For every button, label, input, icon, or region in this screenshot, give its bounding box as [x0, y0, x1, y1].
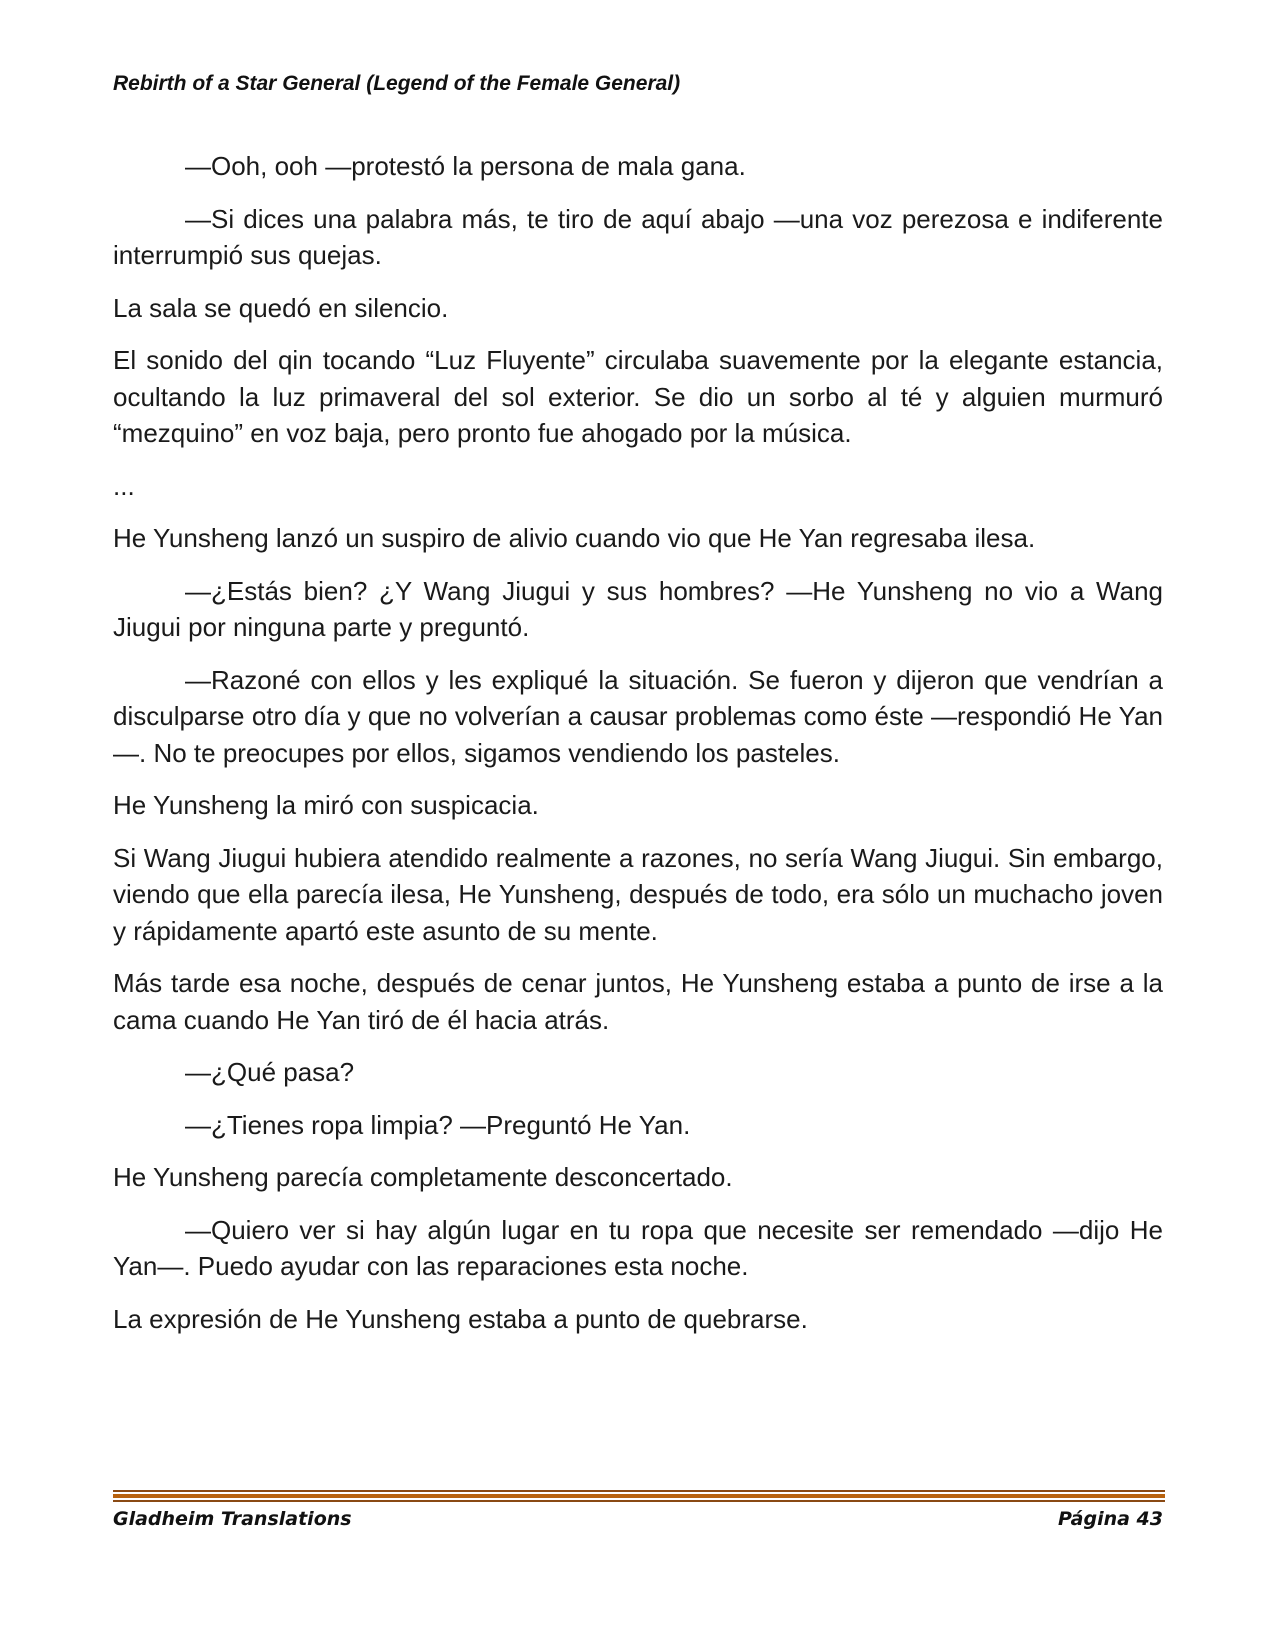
footer-page-number: Página 43 [1057, 1508, 1163, 1530]
paragraph: La sala se quedó en silencio. [113, 292, 449, 323]
paragraph: —Razoné con ellos y les expliqué la situación. Se fueron y dijeron que vendrían a disculparse otro día y que no volverían a causar problemas como éste —respondió He Yan—. No te preocupes por ellos, sigamos vendiendo los pasteles. [113, 664, 1163, 768]
paragraph: —¿Qué pasa? [185, 1057, 355, 1087]
footer-rule-middle [113, 1494, 1165, 1498]
section-break: ... [113, 470, 135, 501]
paragraph: Si Wang Jiugui hubiera atendido realmente a razones, no sería Wang Jiugui. Sin embargo, viendo que ella parecía ilesa, He Yunsheng, después de todo, era sólo un muchacho joven y rápidamente apartó este asunto de su mente. [113, 842, 1163, 946]
paragraph: —Quiero ver si hay algún lugar en tu ropa que necesite ser remendado —dijo He Yan—. Puedo ayudar con las reparaciones esta noche. [113, 1214, 1163, 1281]
body-text [113, 148, 1163, 1353]
paragraph: He Yunsheng lanzó un suspiro de alivio cuando vio que He Yan regresaba ilesa. [113, 523, 1036, 553]
book-title-header: Rebirth of a Star General (Legend of the Female General) [113, 72, 681, 95]
paragraph: —Ooh, ooh —protestó la persona de mala gana. [185, 151, 746, 181]
paragraph: El sonido del qin tocando “Luz Fluyente” circulaba suavemente por la elegante estancia, ocultando la luz primaveral del sol exterior. Se dio un sorbo al té y alguien murmuró “mezquino” en voz baja, pero pronto fue ahogado por la música. [113, 345, 1163, 448]
paragraph: He Yunsheng parecía completamente desconcertado. [113, 1162, 733, 1192]
paragraph: —Si dices una palabra más, te tiro de aquí abajo —una voz perezosa e indiferente interrumpió sus quejas. [113, 203, 1163, 270]
paragraph: Más tarde esa noche, después de cenar juntos, He Yunsheng estaba a punto de irse a la cama cuando He Yan tiró de él hacia atrás. [113, 968, 1163, 1035]
paragraph: La expresión de He Yunsheng estaba a punto de quebrarse. [113, 1303, 808, 1334]
paragraph: —¿Tienes ropa limpia? —Preguntó He Yan. [185, 1109, 691, 1140]
paragraph: He Yunsheng la miró con suspicacia. [113, 790, 539, 820]
paragraph: —¿Estás bien? ¿Y Wang Jiugui y sus hombres? —He Yunsheng no vio a Wang Jiugui por ninguna parte y preguntó. [113, 575, 1163, 642]
footer-rule-bottom [113, 1500, 1165, 1502]
footer-publisher: Gladheim Translations [113, 1508, 352, 1530]
footer-rule-top [113, 1490, 1165, 1492]
